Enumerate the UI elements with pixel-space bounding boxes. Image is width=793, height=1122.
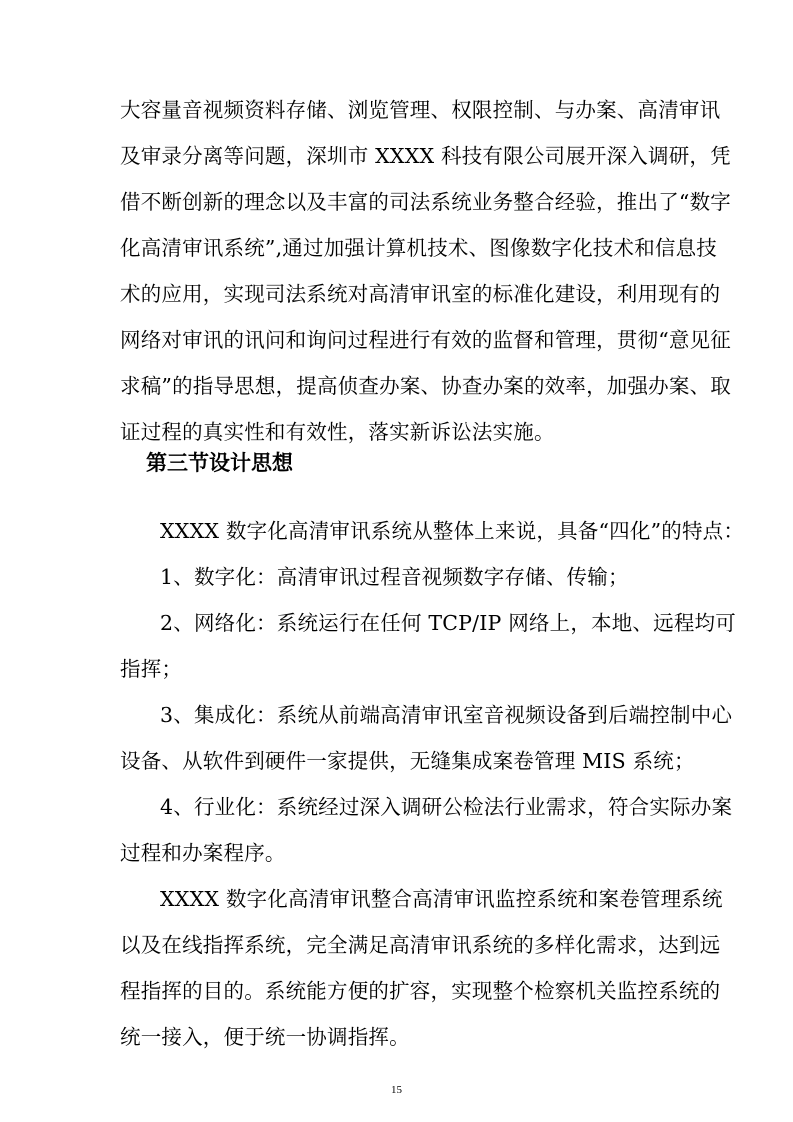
- list-item-integration: 3、集成化：系统从前端高清审讯室音视频设备到后端控制中心: [160, 703, 733, 727]
- page-number: 15: [391, 1084, 402, 1096]
- paragraph-line: 程指挥的目的。系统能方便的扩容，实现整个检察机关监控系统的: [120, 979, 721, 1003]
- intro-line: XXXX 数字化高清审讯系统从整体上来说，具备“四化”的特点：: [160, 519, 745, 543]
- list-item-industry: 4、行业化：系统经过深入调研公检法行业需求，符合实际办案: [160, 795, 733, 819]
- paragraph-line: 术的应用，实现司法系统对高清审讯室的标准化建设，利用现有的: [120, 282, 721, 306]
- list-item-integration-cont: 设备、从软件到硬件一家提供，无缝集成案卷管理 MIS 系统；: [120, 749, 695, 773]
- section-heading: 第三节设计思想: [146, 451, 293, 475]
- paragraph-line: 大容量音视频资料存储、浏览管理、权限控制、与办案、高清审讯: [120, 98, 721, 122]
- paragraph-line: 及审录分离等问题，深圳市 XXXX 科技有限公司展开深入调研，凭: [120, 144, 731, 168]
- paragraph-line: 统一接入，便于统一协调指挥。: [120, 1025, 410, 1049]
- paragraph-line: 化高清审讯系统”,通过加强计算机技术、图像数字化技术和信息技: [120, 236, 717, 260]
- paragraph-line: XXXX 数字化高清审讯整合高清审讯监控系统和案卷管理系统: [160, 887, 723, 911]
- list-item-network-cont: 指挥；: [120, 657, 183, 681]
- list-item-industry-cont: 过程和办案程序。: [120, 841, 286, 865]
- paragraph-line: 借不断创新的理念以及丰富的司法系统业务整合经验，推出了“数字: [120, 190, 731, 214]
- paragraph-line: 证过程的真实性和有效性，落实新诉讼法实施。: [120, 420, 555, 444]
- list-item-digital: 1、数字化：高清审讯过程音视频数字存储、传输；: [160, 565, 629, 589]
- list-item-network: 2、网络化：系统运行在任何 TCP/IP 网络上，本地、远程均可: [160, 611, 736, 635]
- paragraph-line: 网络对审讯的讯问和询问过程进行有效的监督和管理，贯彻“意见征: [120, 328, 731, 352]
- paragraph-line: 以及在线指挥系统，完全满足高清审讯系统的多样化需求，达到远: [120, 933, 721, 957]
- paragraph-line: 求稿”的指导思想，提高侦查办案、协查办案的效率，加强办案、取: [120, 374, 731, 398]
